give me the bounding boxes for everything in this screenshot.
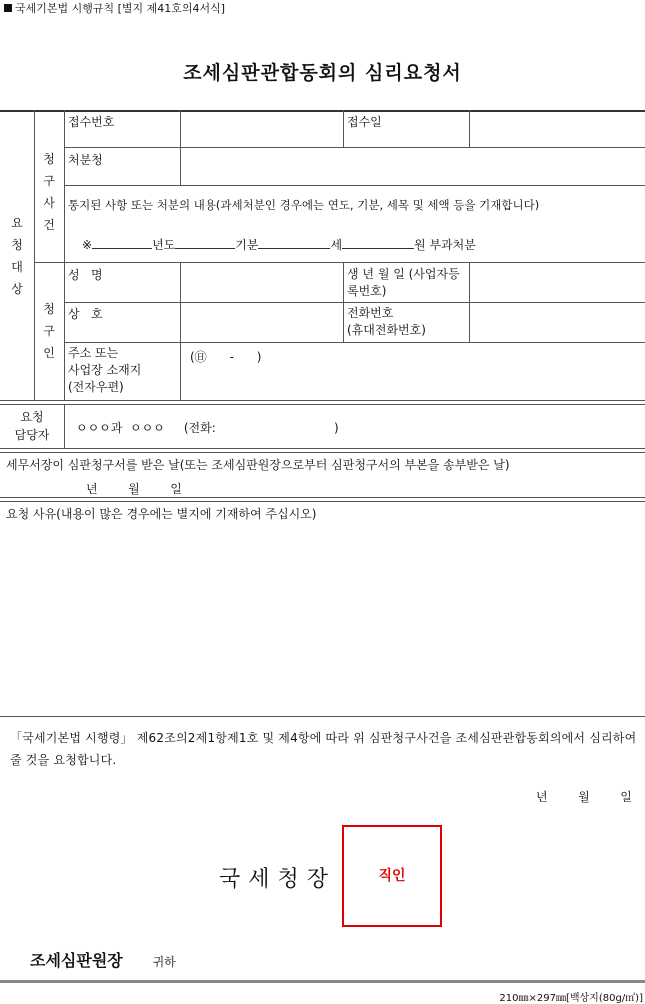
label-char: 청	[11, 238, 23, 252]
tax-label: 세	[330, 238, 343, 252]
col-divider	[180, 262, 181, 400]
name-label: 성 명	[68, 268, 103, 282]
row-divider	[0, 404, 645, 405]
square-bullet-icon	[4, 4, 12, 12]
col-divider	[469, 262, 470, 342]
row-divider	[34, 262, 645, 263]
row-divider	[0, 716, 645, 717]
row-divider	[0, 497, 645, 498]
form-title: 조세심판관합동회의 심리요청서	[183, 62, 462, 84]
label-char: 사	[43, 196, 55, 210]
label-char: 청	[43, 302, 55, 316]
trade-name-label: 상 호	[68, 307, 103, 321]
seal-label: 직인	[378, 868, 406, 884]
col-divider	[64, 404, 65, 448]
col-divider	[64, 110, 65, 400]
tax-blank[interactable]	[258, 237, 330, 249]
address-label: 주소 또는 사업장 소재지 (전자우편)	[68, 346, 142, 394]
office-label: 처분청	[68, 153, 103, 167]
receipt-date-label: 접수일	[347, 115, 382, 129]
official-seal-box	[342, 825, 442, 927]
birth-label: 생 년 월 일 (사업자등록번호)	[347, 267, 460, 298]
amount-blank[interactable]	[342, 237, 414, 249]
label-char: 요	[11, 216, 23, 230]
recipient-name: 조세심판원장	[30, 951, 123, 970]
claimant-label	[34, 298, 64, 364]
receipt-number-label: 접수번호	[68, 115, 115, 129]
period-blank[interactable]	[175, 237, 235, 249]
row-divider	[0, 501, 645, 502]
label-char: 청	[43, 152, 55, 166]
recipient	[30, 948, 176, 971]
contact-value: ㅇㅇㅇ과 ㅇㅇㅇ (전화: )	[76, 421, 339, 435]
period-label: 기분	[235, 238, 259, 252]
col-divider	[343, 110, 344, 147]
label-char: 인	[43, 346, 55, 360]
notice-fill-line	[82, 236, 476, 253]
row-divider	[64, 185, 645, 186]
row-divider	[64, 147, 645, 148]
table-top-border	[0, 110, 645, 112]
col-divider	[343, 262, 344, 342]
label-char: 구	[43, 324, 55, 338]
row-divider	[0, 400, 645, 401]
col-divider	[180, 110, 181, 185]
law-reference: 국세기본법 시행규칙 [별지 제41호의4서식]	[4, 0, 225, 16]
paper-spec: 210㎜×297㎜[백상지(80g/㎡)]	[499, 993, 643, 1004]
notice-label: 통지된 사항 또는 처분의 내용(과세처분인 경우에는 연도, 기분, 세목 및 세액 등을 기재합니다)	[68, 198, 540, 212]
label-char: 건	[43, 218, 55, 232]
request-statement: 「국세기본법 시행령」 제62조의2제1항제1호 및 제4항에 따라 위 심판청구사건을 조세심판관합동회의에서 심리하여 줄 것을 요청합니다.	[10, 731, 637, 767]
amount-label: 원 부과처분	[414, 238, 476, 252]
year-blank[interactable]	[92, 237, 152, 249]
statement-date: 년 월 일	[536, 790, 632, 804]
phone-label: 전화번호 (휴대전화번호)	[347, 306, 426, 337]
footer-rule	[0, 980, 645, 983]
year-label: 년도	[152, 238, 176, 252]
note-mark: ※	[82, 238, 93, 252]
sender-name: 국세청장	[219, 867, 337, 892]
receipt-date-value: 년 월 일	[86, 482, 182, 496]
row-divider	[0, 452, 645, 453]
recipient-suffix: 귀하	[152, 955, 176, 969]
row-divider	[64, 342, 645, 343]
address-postcode: (㊐ - )	[190, 350, 262, 364]
label-char: 상	[11, 282, 23, 296]
reason-label: 요청 사유(내용이 많은 경우에는 별지에 기재하여 주십시오)	[6, 507, 317, 521]
contact-label: 요청 담당자	[14, 410, 50, 442]
col-divider	[469, 110, 470, 147]
claim-case-label	[34, 148, 64, 236]
label-char: 구	[43, 174, 55, 188]
request-target-label	[0, 212, 34, 300]
row-divider	[64, 302, 645, 303]
row-divider	[0, 448, 645, 449]
label-char: 대	[11, 260, 23, 274]
receipt-date-statement: 세무서장이 심판청구서를 받은 날(또는 조세심판원장으로부터 심판청구서의 부본을 송부받은 날)	[6, 458, 510, 472]
